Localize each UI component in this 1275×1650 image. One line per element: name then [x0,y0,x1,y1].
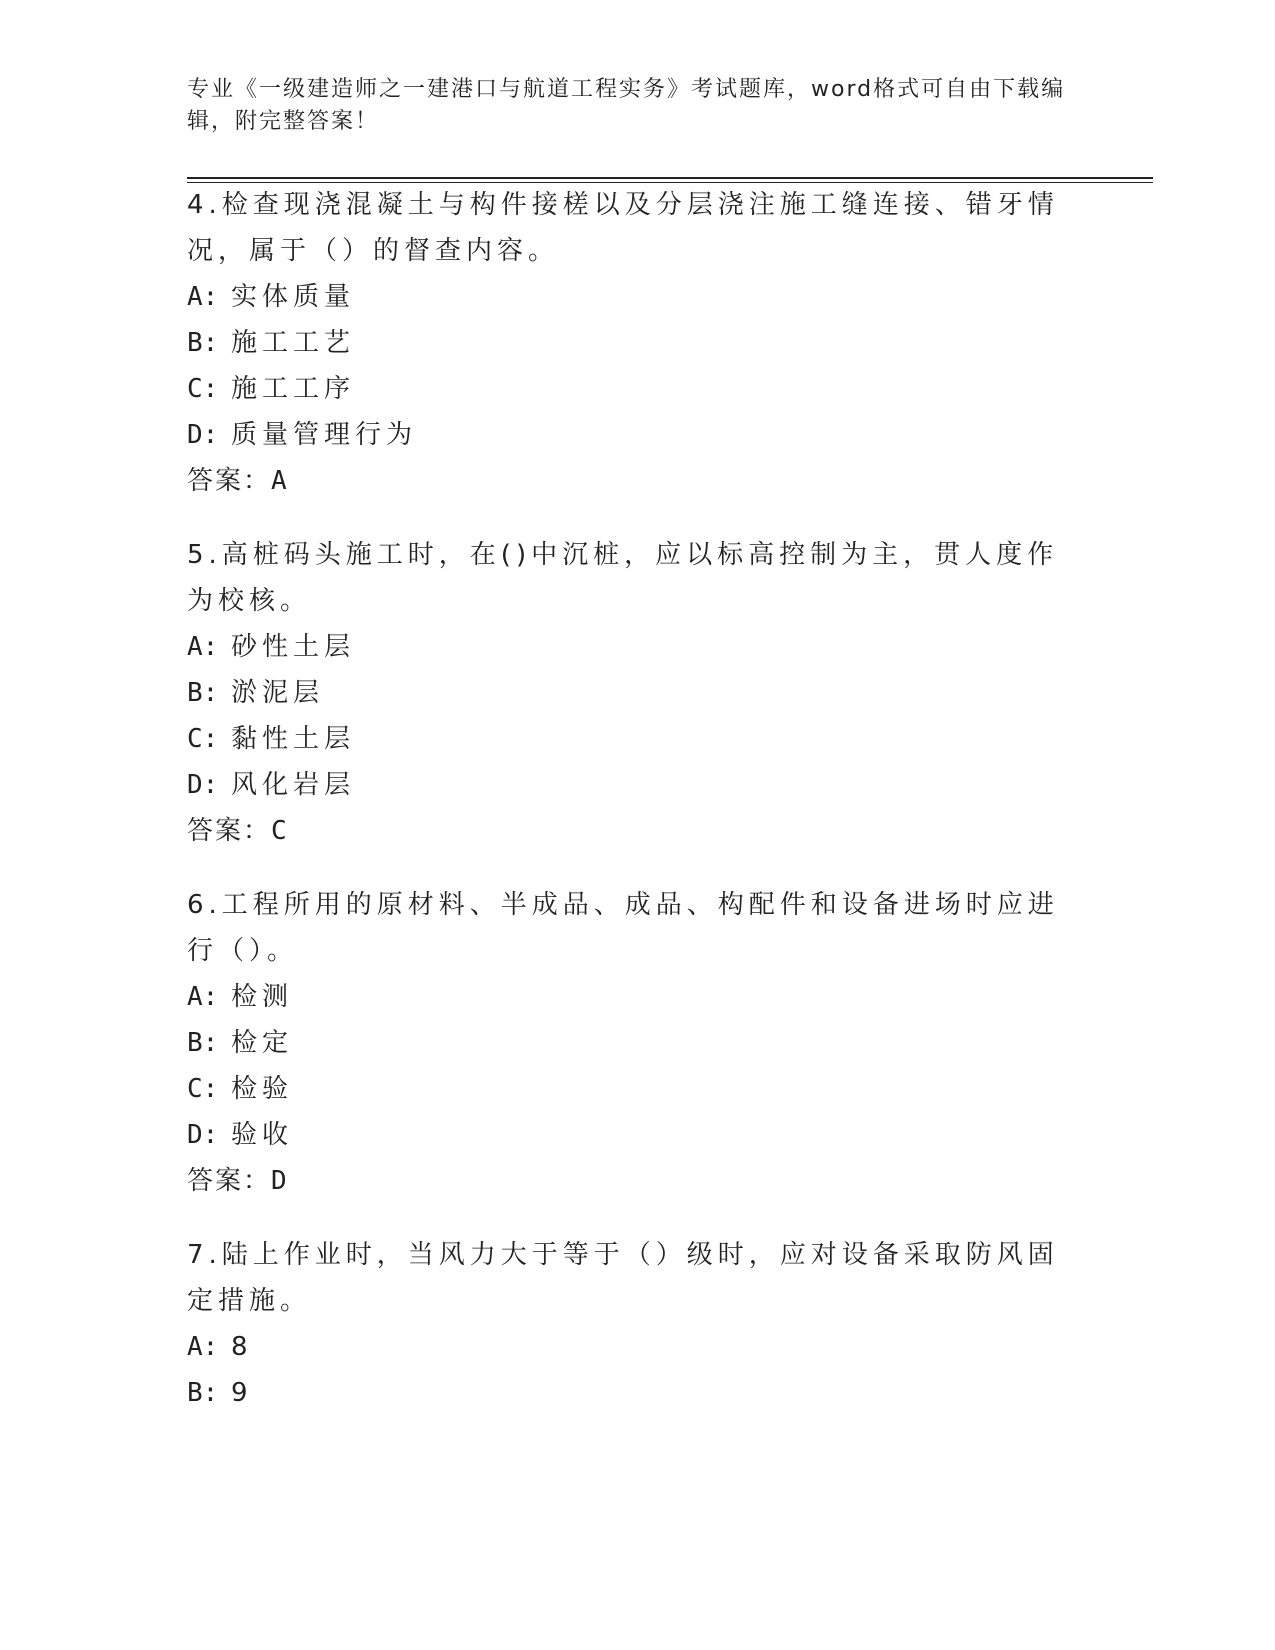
option-a [187,624,1067,670]
option-key: B: [187,1028,219,1058]
option-c [187,1066,1067,1112]
option-b [187,320,1067,366]
answer-label: 答案： [187,1166,272,1196]
option-text: 砂性土层 [231,632,356,662]
option-b [187,1020,1067,1066]
option-text: 风化岩层 [231,770,356,800]
answer-value: A [271,466,289,496]
option-d [187,762,1067,808]
option-key: C: [187,724,219,754]
question-stem: 6.工程所用的原材料、半成品、成品、构配件和设备进场时应进行（）。 [187,890,1059,966]
question-stem: 5.高桩码头施工时，在()中沉桩，应以标高控制为主，贯人度作为校核。 [187,540,1059,616]
option-key: B: [187,328,219,358]
option-text: 质量管理行为 [231,420,418,450]
option-text: 检测 [231,982,294,1012]
question-7 [187,1232,1067,1416]
option-key: C: [187,374,219,404]
option-key: A: [187,1332,219,1362]
option-a [187,1324,1067,1370]
option-text: 实体质量 [231,282,356,312]
option-key: D: [187,420,219,450]
option-key: D: [187,1120,219,1150]
option-key: C: [187,1074,219,1104]
answer-label: 答案： [187,466,272,496]
question-stem: 4.检查现浇混凝土与构件接槎以及分层浇注施工缝连接、错牙情况，属于（）的督查内容。 [187,190,1059,266]
question-6 [187,882,1067,1204]
option-d [187,1112,1067,1158]
option-a [187,274,1067,320]
option-key: A: [187,282,219,312]
option-d [187,412,1067,458]
option-text: 施工工艺 [231,328,356,358]
header-divider-thick [187,177,1153,179]
option-text: 验收 [231,1120,294,1150]
answer-line [187,1158,1067,1204]
option-key: A: [187,632,219,662]
question-5 [187,532,1067,854]
option-key: B: [187,678,219,708]
option-a [187,974,1067,1020]
option-key: A: [187,982,219,1012]
option-text: 检验 [231,1074,294,1104]
question-4 [187,182,1067,504]
option-text: 检定 [231,1028,294,1058]
option-b [187,670,1067,716]
document-intro: 专业《一级建造师之一建港口与航道工程实务》考试题库，word格式可自由下载编辑，附完整答案！ [187,77,1066,134]
option-key: B: [187,1378,219,1408]
option-text: 黏性土层 [231,724,356,754]
question-stem: 7.陆上作业时，当风力大于等于（）级时，应对设备采取防风固定措施。 [187,1240,1059,1316]
answer-line [187,458,1067,504]
answer-value: D [271,1166,289,1196]
answer-label: 答案： [187,816,272,846]
option-c [187,366,1067,412]
option-text: 9 [231,1378,253,1408]
option-key: D: [187,770,219,800]
option-b [187,1370,1067,1416]
option-text: 施工工序 [231,374,356,404]
option-text: 淤泥层 [231,678,325,708]
answer-value: C [271,816,289,846]
option-text: 8 [231,1332,253,1362]
option-c [187,716,1067,762]
answer-line [187,808,1067,854]
